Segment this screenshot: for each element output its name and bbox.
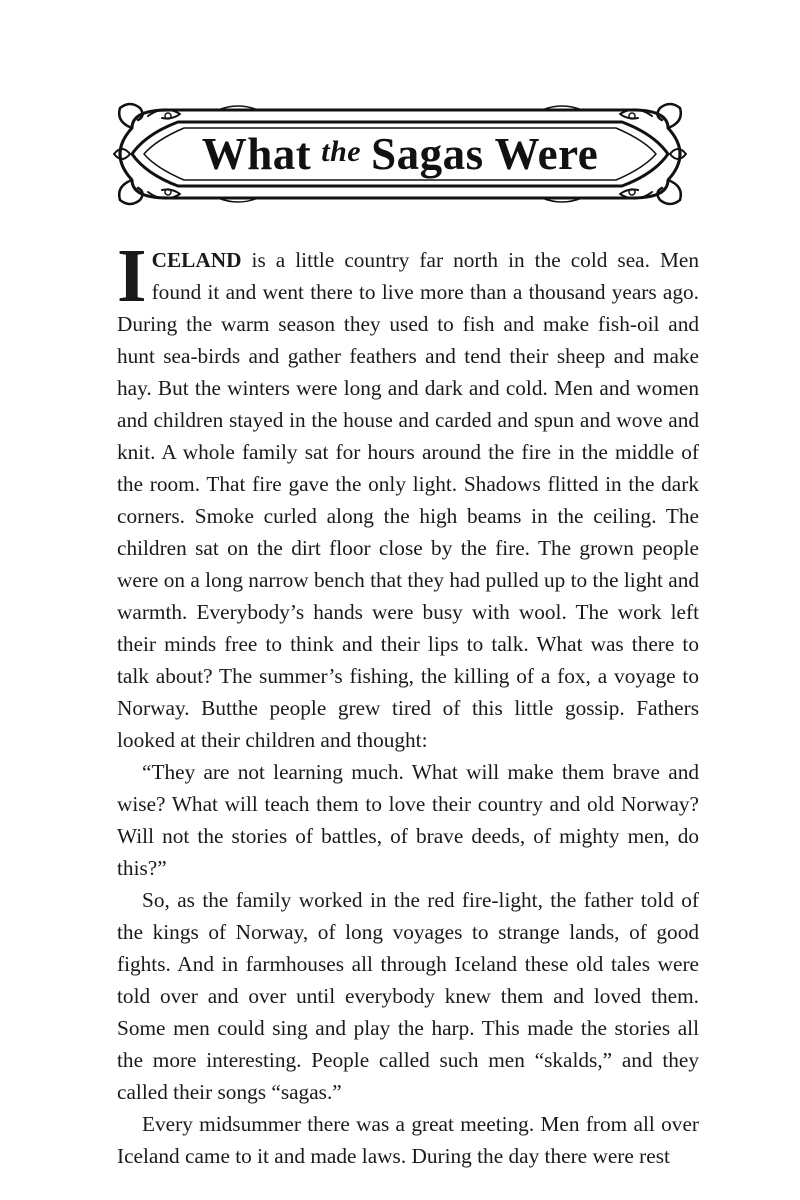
lead-word: CELAND <box>151 248 242 272</box>
paragraph <box>117 1108 699 1172</box>
paragraph-text: is a little country far north in the cold sea. Men found it and went there to live more than a thousand years ago. During the warm season they used to fish and make fish-oil and hunt sea-birds and gather feathers and tend their sheep and make hay. But the winters were long and dark and cold. Men and women and children stayed in the house and carded and spun and wove and knit. A whole family sat for hours around the fire in the middle of the room. That fire gave the only light. Shadows flitted in the dark corners. Smoke curled along the high beams in the ceiling. The children sat on the dirt floor close by the fire. The grown people were on a long narrow bench that they had pulled up to the light and warmth. Everybody’s hands were busy with wool. The work left their minds free to think and their lips to talk. What was there to talk about? The summer’s fishing, the killing of a fox, a voyage to Norway. Butthe people grew tired of this little gossip. Fathers looked at their children and thought: <box>117 248 699 752</box>
title-word-what: What <box>201 129 312 179</box>
paragraph <box>117 884 699 1108</box>
body-text <box>117 234 699 1172</box>
paragraph-text: “They are not learning much. What will make them brave and wise? What will teach them to love their country and old Norway? Will not the stories of battles, of brave deeds, of mighty men, do this?” <box>117 760 699 880</box>
title-word-the: the <box>321 135 362 168</box>
title-words-sagas-were: Sagas Were <box>371 129 599 179</box>
paragraph <box>117 234 699 756</box>
paragraph-text: Every midsummer there was a great meeting. Men from all over Iceland came to it and made laws. During the day there were rest <box>117 1112 699 1168</box>
paragraph-text: So, as the family worked in the red fire-light, the father told of the kings of Norway, of long voyages to strange lands, of good fights. And in farmhouses all through Iceland these old tales were told over and over until everybody knew them and loved them. Some men could sing and play the harp. This made the stories all the more interesting. People called such men “skalds,” and they called their songs “sagas.” <box>117 888 699 1104</box>
paragraph <box>117 756 699 884</box>
drop-cap: I <box>117 234 147 318</box>
chapter-title-banner <box>108 98 692 210</box>
chapter-title <box>108 98 692 210</box>
